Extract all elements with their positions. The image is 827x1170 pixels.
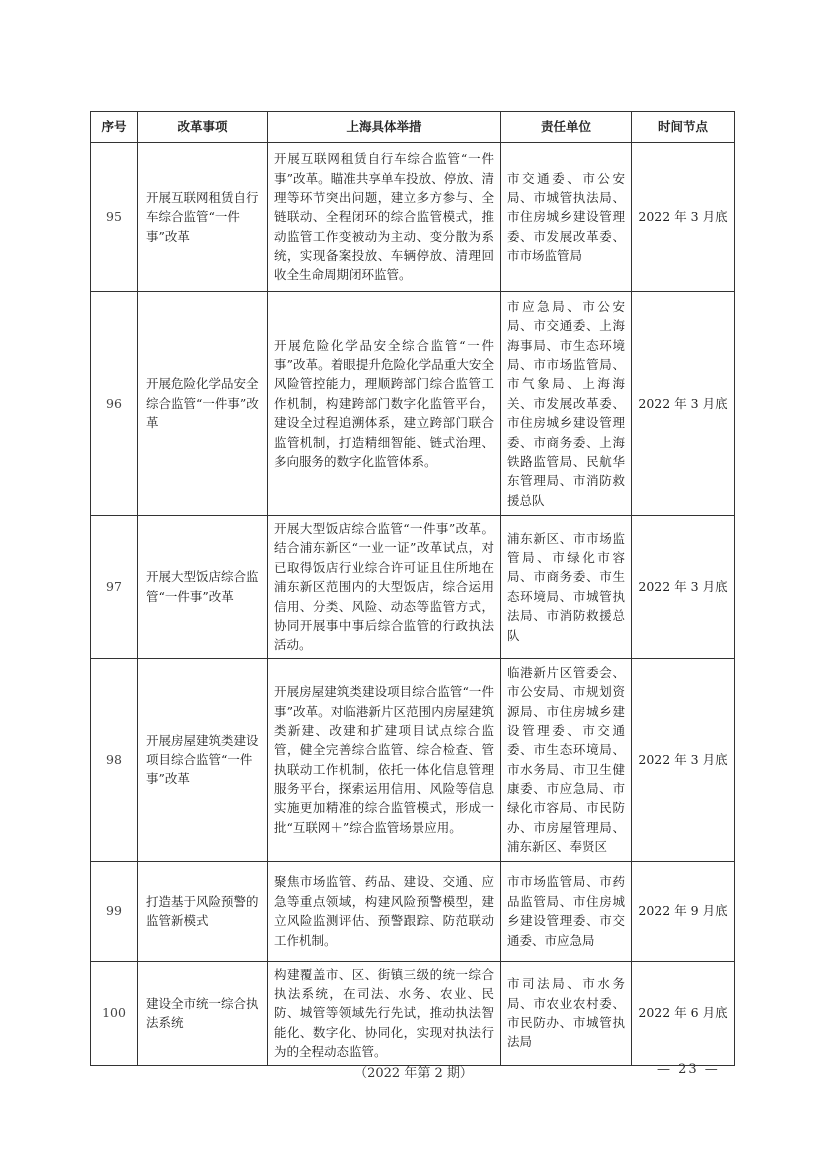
deadline: 2022 年 9 月底 [632, 861, 735, 961]
reform-measure: 开展互联网租赁自行车综合监管“一件事”改革。瞄准共享单车投放、停放、清理等环节突出问题，建立多方参与、全链联动、全程闭环的综合监管模式，推动监管工作变被动为主动、变分散为系统，实现备案投放、车辆停放、清理回收全生命周期闭环监管。 [268, 143, 501, 292]
row-number: 97 [91, 516, 138, 659]
row-number: 100 [91, 961, 138, 1065]
table-row [91, 292, 735, 516]
deadline: 2022 年 3 月底 [632, 658, 735, 861]
deadline: 2022 年 3 月底 [632, 143, 735, 292]
page-number: — 23 — [657, 1062, 720, 1077]
reform-item: 打造基于风险预警的监管新模式 [138, 861, 268, 961]
reform-item: 开展大型饭店综合监管“一件事”改革 [138, 516, 268, 659]
reform-table [90, 111, 735, 1066]
row-number: 99 [91, 861, 138, 961]
header-measure: 上海具体举措 [268, 112, 501, 143]
responsible-unit: 临港新片区管委会、市公安局、市规划资源局、市住房城乡建设管理委、市交通委、市生态环境局、市水务局、市卫生健康委、市应急局、市绿化市容局、市民防办、市房屋管理局、浦东新区、奉贤区 [501, 658, 632, 861]
table-row [91, 658, 735, 861]
table-row [91, 516, 735, 659]
header-unit: 责任单位 [501, 112, 632, 143]
deadline: 2022 年 3 月底 [632, 292, 735, 516]
reform-measure: 构建覆盖市、区、街镇三级的统一综合执法系统，在司法、水务、农业、民防、城管等领域先行先试，推动执法智能化、数字化、协同化，实现对执法行为的全程动态监管。 [268, 961, 501, 1065]
deadline: 2022 年 6 月底 [632, 961, 735, 1065]
deadline: 2022 年 3 月底 [632, 516, 735, 659]
table-row [91, 961, 735, 1065]
header-no: 序号 [91, 112, 138, 143]
table-row [91, 143, 735, 292]
row-number: 95 [91, 143, 138, 292]
reform-item: 开展房屋建筑类建设项目综合监管“一件事”改革 [138, 658, 268, 861]
reform-measure: 开展房屋建筑类建设项目综合监管“一件事”改革。对临港新片区范围内房屋建筑类新建、改建和扩建项目试点综合监管，健全完善综合监管、综合检查、管执联动工作机制，依托一体化信息管理服务平台，探索运用信用、风险等信息实施更加精准的综合监管模式，形成一批“互联网＋”综合监管场景应用。 [268, 658, 501, 861]
table-row [91, 861, 735, 961]
issue-label: （2022 年第 2 期） [354, 1066, 473, 1081]
table-header-row [91, 112, 735, 143]
responsible-unit: 市交通委、市公安局、市城管执法局、市住房城乡建设管理委、市发展改革委、市市场监管局 [501, 143, 632, 292]
reform-item: 建设全市统一综合执法系统 [138, 961, 268, 1065]
reform-item: 开展危险化学品安全综合监管“一件事”改革 [138, 292, 268, 516]
reform-measure: 开展大型饭店综合监管“一件事”改革。结合浦东新区“一业一证”改革试点，对已取得饭店行业综合许可证且住所地在浦东新区范围内的大型饭店，综合运用信用、分类、风险、动态等监管方式，协同开展事中事后综合监管的行政执法活动。 [268, 516, 501, 659]
row-number: 98 [91, 658, 138, 861]
header-time: 时间节点 [632, 112, 735, 143]
responsible-unit: 市司法局、市水务局、市农业农村委、市民防办、市城管执法局 [501, 961, 632, 1065]
reform-measure: 开展危险化学品安全综合监管“一件事”改革。着眼提升危险化学品重大安全风险管控能力，理顺跨部门综合监管工作机制，构建跨部门数字化监管平台，建设全过程追溯体系，建立跨部门联合监管机制，打造精细智能、链式治理、多向服务的数字化监管体系。 [268, 292, 501, 516]
reform-measure: 聚焦市场监管、药品、建设、交通、应急等重点领域，构建风险预警模型，建立风险监测评估、预警跟踪、防范联动工作机制。 [268, 861, 501, 961]
responsible-unit: 市应急局、市公安局、市交通委、上海海事局、市生态环境局、市市场监管局、市气象局、上海海关、市发展改革委、市住房城乡建设管理委、市商务委、上海铁路监管局、民航华东管理局、市消防救援总队 [501, 292, 632, 516]
reform-item: 开展互联网租赁自行车综合监管“一件事”改革 [138, 143, 268, 292]
responsible-unit: 浦东新区、市市场监管局、市绿化市容局、市商务委、市生态环境局、市城管执法局、市消防救援总队 [501, 516, 632, 659]
header-item: 改革事项 [138, 112, 268, 143]
row-number: 96 [91, 292, 138, 516]
responsible-unit: 市市场监管局、市药品监管局、市住房城乡建设管理委、市交通委、市应急局 [501, 861, 632, 961]
